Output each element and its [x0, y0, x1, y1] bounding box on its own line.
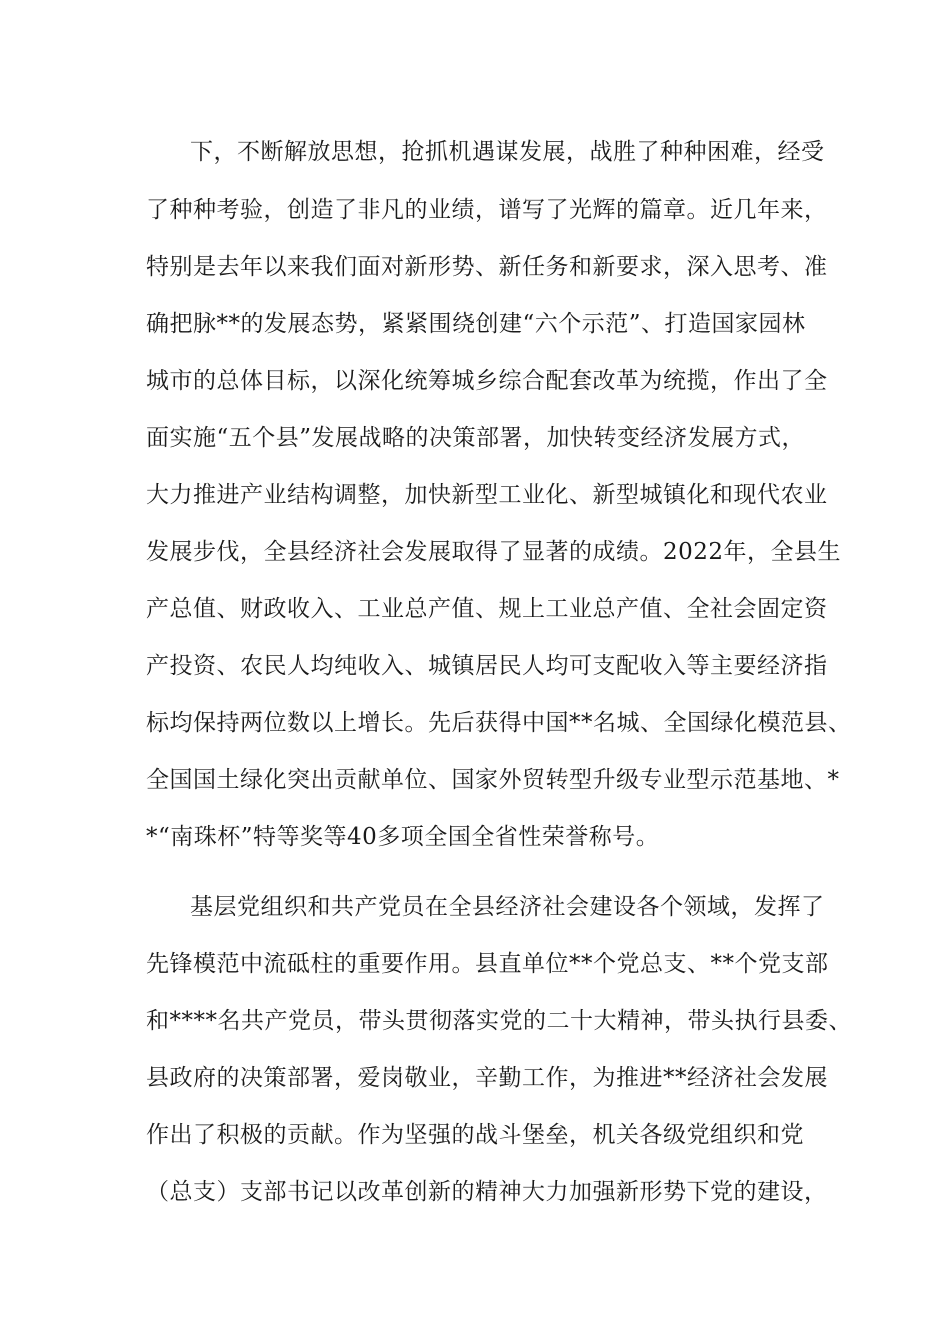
text-line: 了种种考验，创造了非凡的业绩，谱写了光辉的篇章。近几年来， [146, 197, 828, 223]
text-line: 和****名共产党员，带头贯彻落实党的二十大精神，带头执行县委、 [146, 1008, 852, 1034]
text-line: 先锋模范中流砥柱的重要作用。县直单位**个党总支、**个党支部 [146, 951, 829, 977]
text-line: 面实施“五个县”发展战略的决策部署，加快转变经济发展方式， [146, 425, 806, 451]
text-line: 产总值、财政收入、工业总产值、规上工业总产值、全社会固定资 [146, 596, 828, 622]
text-line: 发展步伐，全县经济社会发展取得了显著的成绩。2022年，全县生 [146, 539, 842, 565]
text-line: 县政府的决策部署，爱岗敬业，辛勤工作，为推进**经济社会发展 [146, 1065, 828, 1091]
text-line: 确把脉**的发展态势，紧紧围绕创建“六个示范”、打造国家园林 [146, 311, 806, 337]
text-line: 全国国土绿化突出贡献单位、国家外贸转型升级专业型示范基地、* [146, 767, 840, 793]
text-line: 城市的总体目标，以深化统筹城乡综合配套改革为统揽，作出了全 [146, 368, 828, 394]
text-line: 标均保持两位数以上增长。先后获得中国**名城、全国绿化模范县、 [146, 710, 852, 736]
text-line: 大力推进产业结构调整，加快新型工业化、新型城镇化和现代农业 [146, 482, 828, 508]
text-line: 特别是去年以来我们面对新形势、新任务和新要求，深入思考、准 [146, 254, 828, 280]
text-line: 作出了积极的贡献。作为坚强的战斗堡垒，机关各级党组织和党 [146, 1122, 804, 1148]
text-line: （总支）支部书记以改革创新的精神大力加强新形势下党的建设， [146, 1179, 828, 1205]
text-line: 产投资、农民人均纯收入、城镇居民人均可支配收入等主要经济指 [146, 653, 828, 679]
text-line: 下，不断解放思想，抢抓机遇谋发展，战胜了种种困难，经受 [190, 139, 825, 165]
text-line: 基层党组织和共产党员在全县经济社会建设各个领域，发挥了 [190, 894, 825, 920]
text-line: *“南珠杯”特等奖等40多项全国全省性荣誉称号。 [146, 824, 660, 850]
